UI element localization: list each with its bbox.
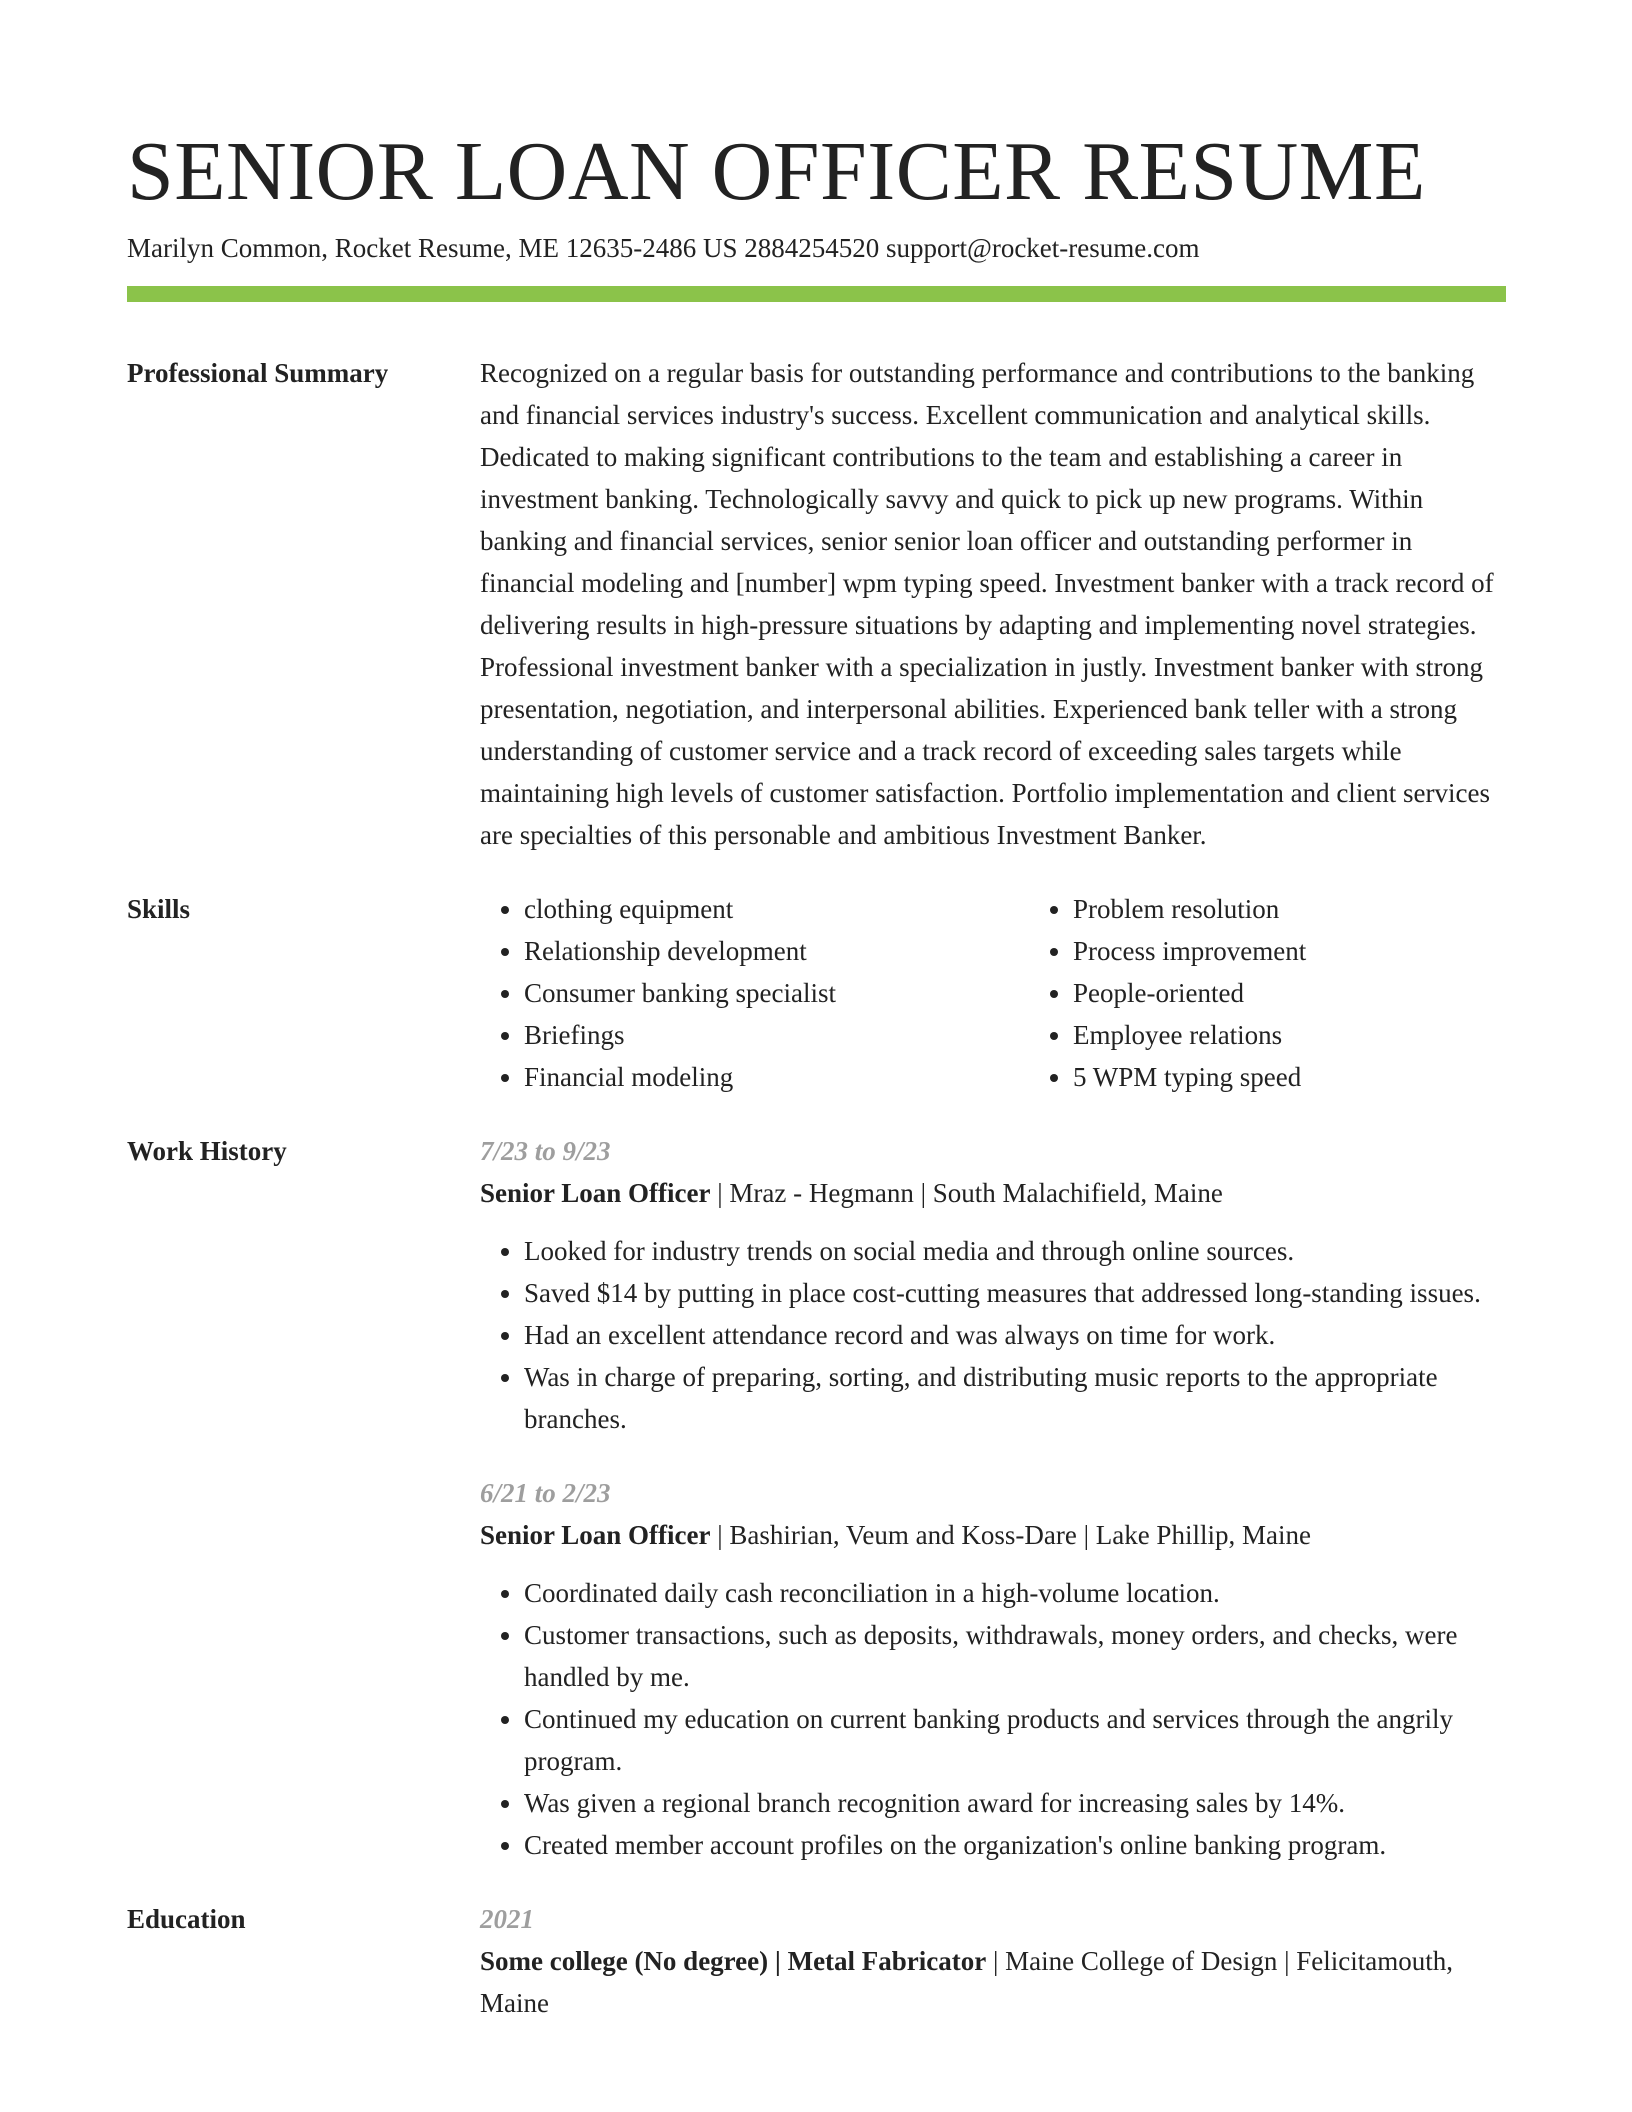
job-heading	[480, 1514, 1506, 1556]
job-bullet: • Coordinated daily cash reconciliation in a high-volume location.	[524, 1572, 1506, 1614]
skill-item: • Financial modeling	[524, 1056, 1029, 1098]
accent-divider	[127, 286, 1506, 302]
education-entry	[480, 1898, 1506, 2024]
skills-list-left	[480, 888, 1029, 1098]
section-label-education: Education	[127, 1904, 246, 1934]
job-bullet: • Was in charge of preparing, sorting, and distributing music reports to the appropriate branches.	[524, 1356, 1506, 1440]
skill-item: • Consumer banking specialist	[524, 972, 1029, 1014]
skill-item: • Problem resolution	[1073, 888, 1306, 930]
section-label-work: Work History	[127, 1136, 287, 1166]
education-year: 2021	[480, 1904, 534, 1934]
section-label-skills: Skills	[127, 894, 191, 924]
education-heading	[480, 1940, 1506, 2024]
summary-text: Recognized on a regular basis for outstanding performance and contributions to the banking and financial services industry's success. Excellent communication and analytical skills. Dedicated to making significant contributions to the team and establishing a career in investment banking. Technologically savvy and quick to pick up new programs. Within banking and financial services, senior senior loan officer and outstanding performer in financial modeling and [number] wpm typing speed. Investment banker with a track record of delivering results in high-pressure situations by adapting and implementing novel strategies. Professional investment banker with a specialization in justly. Investment banker with strong presentation, negotiation, and interpersonal abilities. Experienced bank teller with a strong understanding of customer service and a track record of exceeding sales targets while maintaining high levels of customer satisfaction. Portfolio implementation and client services are specialties of this personable and ambitious Investment Banker.	[480, 358, 1494, 850]
job-dates: 6/21 to 2/23	[480, 1478, 611, 1508]
job-bullet: • Looked for industry trends on social media and through online sources.	[524, 1230, 1506, 1272]
education-school-location: | Maine College of Design | Felicitamouth, Maine	[480, 1946, 1453, 2018]
skill-item: • clothing equipment	[524, 888, 1029, 930]
education-degree: Some college (No degree) | Metal Fabricator	[480, 1946, 987, 1976]
job-entry	[480, 1130, 1506, 1440]
job-entry	[480, 1472, 1506, 1866]
skill-item: • 5 WPM typing speed	[1073, 1056, 1306, 1098]
job-employer-location: | Bashirian, Veum and Koss-Dare | Lake Phillip, Maine	[710, 1520, 1311, 1550]
skills-section	[127, 888, 1506, 1098]
work-entries	[480, 1130, 1506, 1866]
contact-info: Marilyn Common, Rocket Resume, ME 12635-2486 US 2884254520 support@rocket-resume.com	[127, 233, 1200, 263]
skills-columns	[480, 888, 1506, 1098]
job-heading	[480, 1172, 1506, 1214]
job-title: Senior Loan Officer	[480, 1520, 711, 1550]
job-bullets	[480, 1572, 1506, 1866]
professional-summary-section	[127, 352, 1506, 856]
skill-item: • Employee relations	[1073, 1014, 1306, 1056]
skill-item: • Process improvement	[1073, 930, 1306, 972]
job-bullet: • Continued my education on current banking products and services through the angrily program.	[524, 1698, 1506, 1782]
job-bullet: • Had an excellent attendance record and was always on time for work.	[524, 1314, 1506, 1356]
skill-item: • People-oriented	[1073, 972, 1306, 1014]
skill-item: • Briefings	[524, 1014, 1029, 1056]
job-employer-location: | Mraz - Hegmann | South Malachifield, Maine	[710, 1178, 1223, 1208]
skills-list-right	[1029, 888, 1306, 1098]
job-bullets	[480, 1230, 1506, 1440]
job-bullet: • Customer transactions, such as deposits, withdrawals, money orders, and checks, were handled by me.	[524, 1614, 1506, 1698]
skill-item: • Relationship development	[524, 930, 1029, 972]
work-history-section	[127, 1130, 1506, 1866]
section-label-summary: Professional Summary	[127, 358, 389, 388]
job-dates: 7/23 to 9/23	[480, 1136, 611, 1166]
job-bullet: • Was given a regional branch recognition award for increasing sales by 14%.	[524, 1782, 1506, 1824]
job-bullet: • Saved $14 by putting in place cost-cutting measures that addressed long-standing issues.	[524, 1272, 1506, 1314]
job-title: Senior Loan Officer	[480, 1178, 711, 1208]
resume-title: SENIOR LOAN OFFICER RESUME	[127, 125, 1426, 218]
job-bullet: • Created member account profiles on the organization's online banking program.	[524, 1824, 1506, 1866]
education-section	[127, 1898, 1506, 2024]
